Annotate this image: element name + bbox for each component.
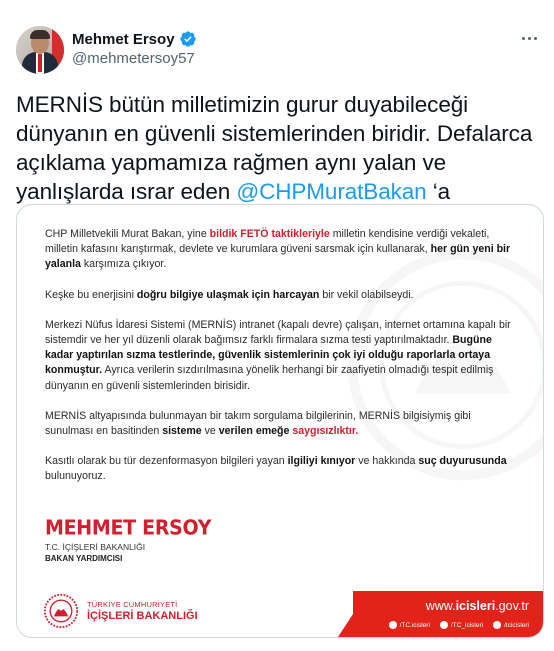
tweet-text-end: ‘a — [432, 179, 451, 204]
instagram-icon — [493, 621, 501, 629]
signature-role: BAKAN YARDIMCISI — [45, 554, 123, 563]
ministry-seal-icon — [43, 593, 79, 629]
signature-org: T.C. İÇİŞLERİ BAKANLIĞI — [45, 542, 146, 552]
ministry-logo-line2: İÇİŞLERİ BAKANLIĞI — [87, 610, 198, 622]
footer-band — [353, 591, 543, 637]
verified-badge-icon — [179, 30, 197, 48]
avatar[interactable] — [16, 26, 64, 74]
author-handle[interactable]: @mehmetersoy57 — [72, 50, 195, 67]
letter-paragraph-1: CHP Milletvekili Murat Bakan, yine bildik FETÖ taktikleriyle milletin kendisine verdiği vekaleti, milletin kafasını karıştırmak, devlete ve kurumlara güveni sarsmak için kullanarak, her gün yeni bir yalanla karşımıza çıkıyor. — [45, 228, 511, 271]
attached-image[interactable] — [16, 204, 544, 638]
ministry-website: www.icisleri.gov.tr — [425, 599, 529, 613]
more-options-icon[interactable] — [518, 28, 540, 48]
ministry-logo-line1: TÜRKİYE CUMHURİYETİ — [87, 600, 178, 609]
author-name[interactable]: Mehmet Ersoy — [72, 30, 175, 48]
social-twitter: /TC_icisleri — [440, 621, 483, 629]
mention-link[interactable]: @CHPMuratBakan — [236, 179, 427, 204]
signature-name: MEHMET ERSOY — [45, 516, 212, 540]
author-name-row[interactable] — [72, 30, 197, 48]
social-instagram: /tcicisleri — [493, 621, 529, 629]
letter-paragraph-4: MERNİS altyapısında bulunmayan bir takım sorgulama bilgilerinin, MERNİS bilgisiymiş gibi sunulması en basitinden sisteme ve verilen emeğe saygısızlıktır. — [45, 409, 471, 438]
facebook-icon — [389, 621, 397, 629]
letter-paragraph-2: Keşke bu enerjisini doğru bilgiye ulaşmak için harcayan bir vekil olabilseydi. — [45, 288, 414, 301]
social-links — [389, 621, 529, 629]
letter-paragraph-5: Kasıtlı olarak bu tür dezenformasyon bilgileri yayan ilgiliyi kınıyor ve hakkında suç duyurusunda bulunuyoruz. — [45, 455, 507, 483]
statement-letter — [45, 227, 515, 500]
twitter-icon — [440, 621, 448, 629]
social-facebook: /TC.icisleri — [389, 621, 430, 629]
letter-paragraph-3: Merkezi Nüfus İdaresi Sistemi (MERNİS) intranet (kapalı devre) çalışan, internet ortamına kapalı bir sistemdir ve her yıl düzenli olarak bağımsız farklı firmalara sızma testi yaptırılmaktadır. Bugüne kadar yaptırılan sızma testlerinde, güvenlik sistemlerinin çok iyi olduğu raporlarla ortaya konmuştur. Ayrıca verilerin sızdırılmasına yönelik herhangi bir zaafiyetin olmadığı tespit edilmiş dünyanın en güvenli sistemlerinden birisidir. — [45, 318, 511, 392]
tweet-text-main: MERNİS bütün milletimizin gurur duyabileceği dünyanın en güvenli sistemlerinden biridir. Defalarca açıklama yapmamıza rağmen aynı yalan ve yanlışlarda ısrar eden — [16, 92, 533, 204]
